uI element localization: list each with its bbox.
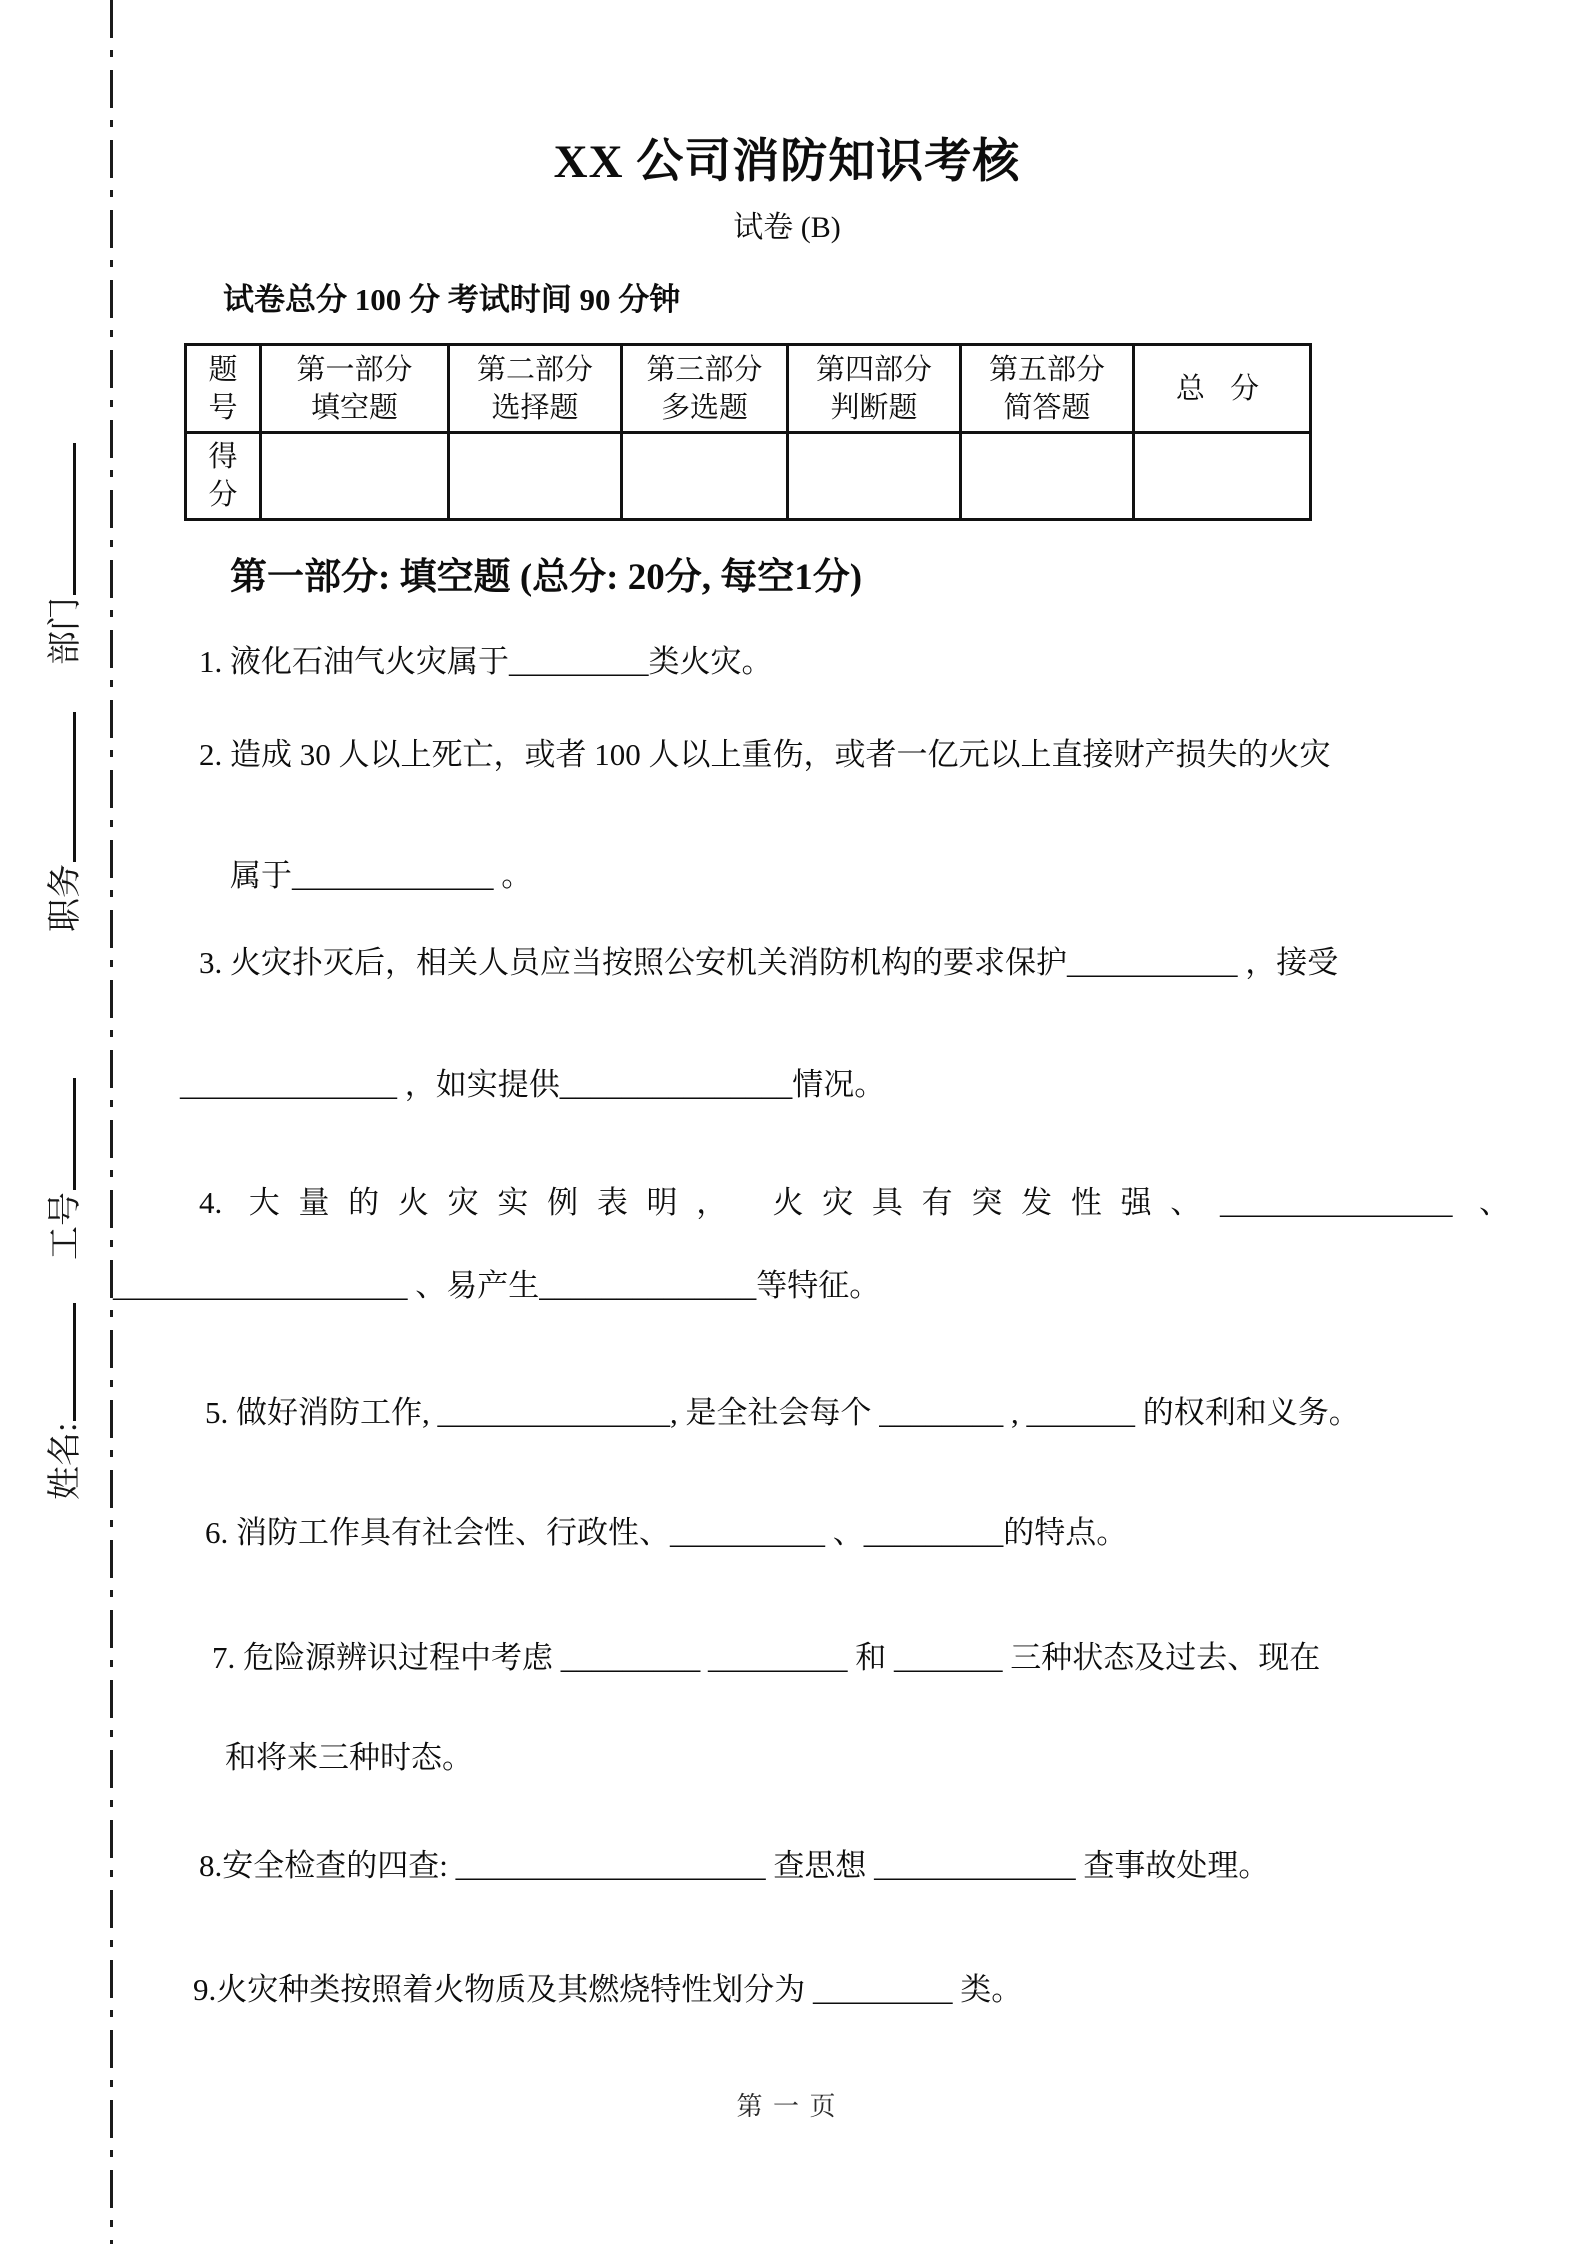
score-cell-part3 [622,433,788,520]
seal-blank-line [67,1303,76,1421]
part4-label: 第四部分 [815,353,932,386]
seal-blank-line [67,443,76,595]
question-9-line-1: 9.火灾种类按照着火物质及其燃烧特性划分为 _________ 类。 [193,1972,1023,2007]
question-7-line-2: 和将来三种时态。 [225,1740,473,1775]
question-8-line-1: 8.安全检查的四查: ____________________ 查思想 _____________ 查事故处理。 [199,1848,1270,1883]
question-3-line-2: ______________ ，如实提供_______________情况。 [180,1067,886,1102]
question-2-line-2: 属于_____________ 。 [230,858,533,893]
corner-label-bottom: 号 [208,391,238,424]
seal-label-position-text: 职务 [47,864,84,932]
score-cell-total [1134,433,1311,520]
exam-info-line: 试卷总分 100 分 考试时间 90 分钟 [223,282,681,317]
paper-version-subtitle: 试卷 (B) [733,211,841,244]
score-table-col-part2 [449,345,622,433]
seal-blank-line [67,1078,76,1190]
corner-label-top: 题 [208,353,238,386]
seal-label-name [44,1303,88,1500]
question-3-line-1: 3. 火灾扑灭后，相关人员应当按照公安机关消防机构的要求保护___________ ，接受 [199,945,1339,980]
page-number-footer: 第 一 页 [736,2092,838,2121]
score-table-header-row [186,345,1311,433]
part2-label: 第二部分 [476,353,593,386]
seal-label-department-text: 部门 [47,597,84,665]
score-cell-part5 [961,433,1134,520]
part1-label: 第一部分 [296,353,413,386]
score-row-label-cell [186,433,261,520]
score-table-col-part1 [261,345,449,433]
seal-label-name-text: 姓名: [47,1422,84,1500]
score-table-score-row [186,433,1311,520]
score-table-col-part4 [788,345,961,433]
score-table-col-part3 [622,345,788,433]
part4-type: 判断题 [830,391,918,424]
part1-type: 填空题 [310,391,398,424]
question-4-line-1: 4. 大量的火灾实例表明， 火灾具有突发性强、_______________ 、 [199,1185,1510,1220]
content-area [113,0,1510,2244]
seal-blank-line [67,712,76,862]
seal-label-position [44,712,88,932]
seal-label-department [44,443,88,665]
page-title: XX 公司消防知识考核 [553,136,1021,188]
score-cell-part4 [788,433,961,520]
score-table-corner-cell [186,345,261,433]
question-1-line-1: 1. 液化石油气火灾属于_________类火灾。 [199,644,773,679]
part5-type: 简答题 [1003,391,1091,424]
question-2-line-1: 2. 造成 30 人以上死亡，或者 100 人以上重伤，或者一亿元以上直接财产损失的火灾 [199,737,1331,772]
question-4-line-2: ___________________ 、易产生______________等特征。 [113,1268,881,1303]
score-table [184,343,1312,521]
score-table-col-part5 [961,345,1134,433]
question-7-line-1: 7. 危险源辨识过程中考虑 _________ _________ 和 _______ 三种状态及过去、现在 [212,1640,1321,1675]
seal-binding-line [110,0,113,2244]
score-cell-part2 [449,433,622,520]
score-label-top: 得 [208,441,238,473]
question-5-line-1: 5. 做好消防工作, _______________, 是全社会每个 ________ , _______ 的权利和义务。 [205,1395,1360,1430]
part3-label: 第三部分 [646,353,763,386]
seal-label-employee-id [44,1078,88,1260]
part5-label: 第五部分 [988,353,1105,386]
score-cell-part1 [261,433,449,520]
seal-label-employee-id-text: 工号 [47,1192,84,1260]
section1-heading: 第一部分: 填空题 (总分: 20分, 每空1分) [230,557,863,598]
question-6-line-1: 6. 消防工作具有社会性、行政性、__________ 、_________的特点。 [205,1515,1128,1550]
score-label-bottom: 分 [208,479,238,511]
part3-type: 多选题 [660,391,748,424]
part2-type: 选择题 [491,391,579,424]
total-score-header-cell: 总 分 [1134,345,1311,433]
